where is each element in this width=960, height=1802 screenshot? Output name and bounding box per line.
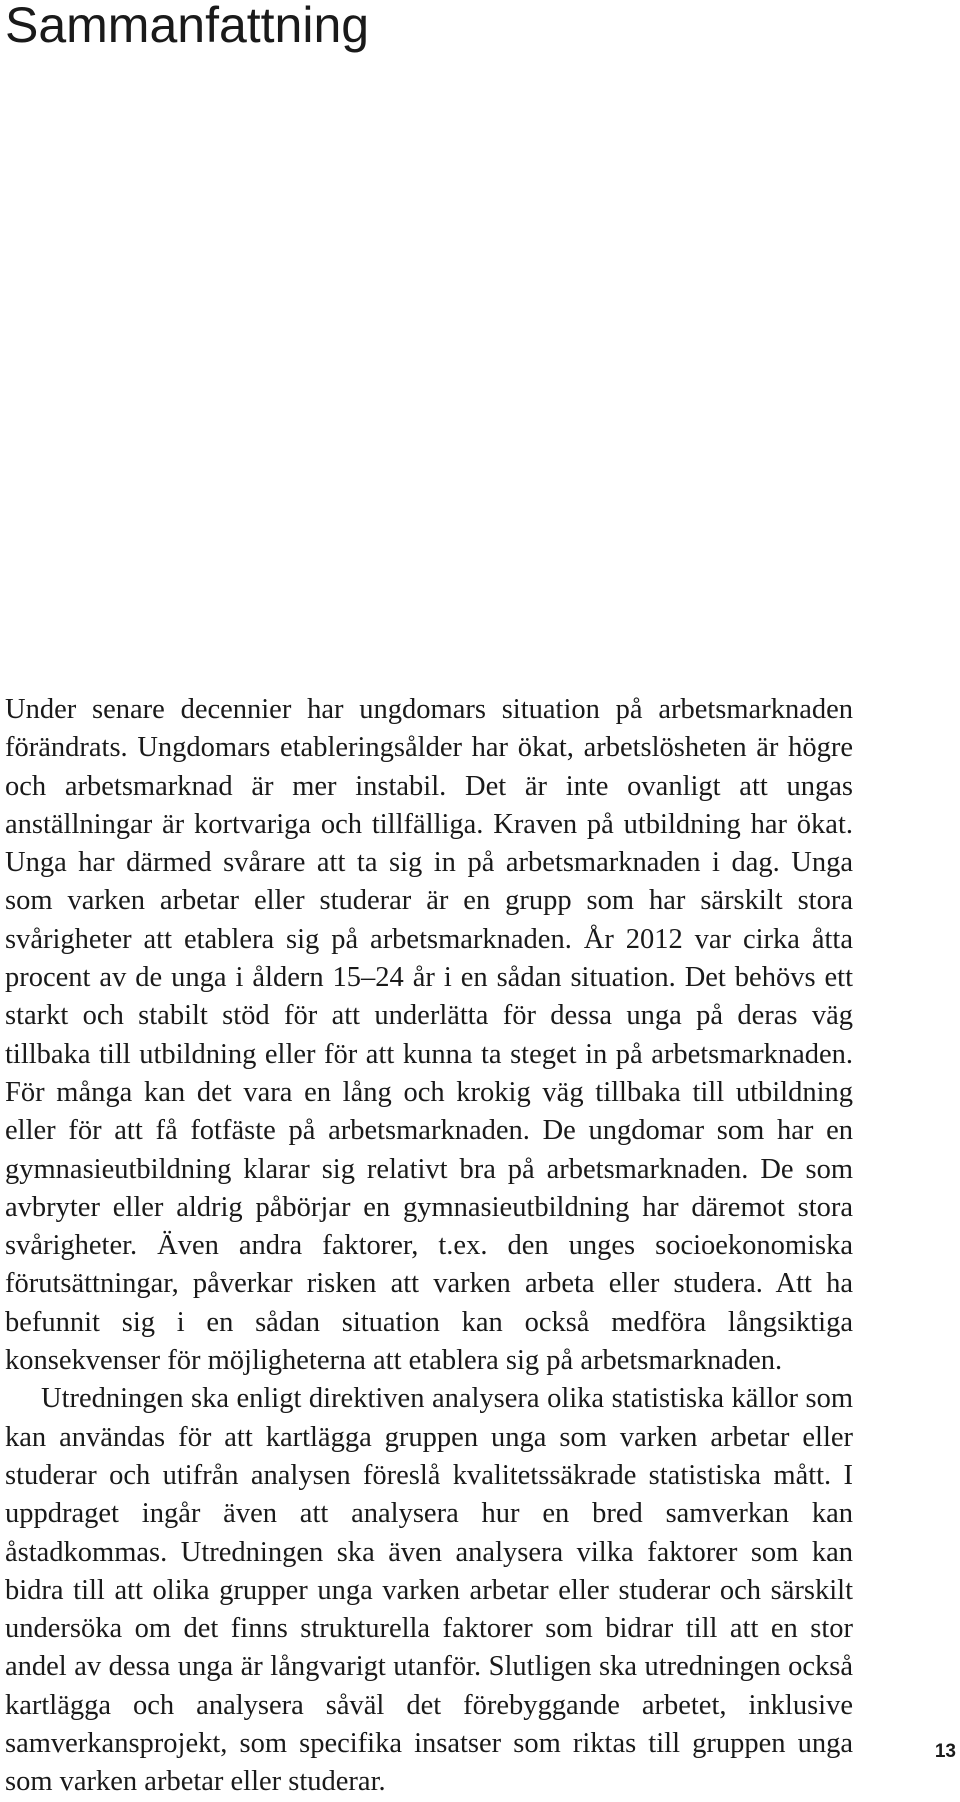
paragraph-1: Under senare decennier har ungdomars situation på arbetsmarknaden förändrats. Ungdomars etableringsålder har ökat, arbetslösheten är högre och arbetsmarknad är mer instabil. Det är inte ovanligt att ungas anställningar är kortvariga och tillfälliga. Kraven på utbildning har ökat. Unga har därmed svårare att ta sig in på arbetsmarknaden i dag. Unga som varken arbetar eller studerar är en grupp som har särskilt stora svårigheter att etablera sig på arbetsmarknaden. År 2012 var cirka åtta procent av de unga i åldern 15–24 år i en sådan situation. Det behövs ett starkt och stabilt stöd för att underlätta för dessa unga på deras väg tillbaka till utbildning eller för att kunna ta steget in på arbetsmarknaden. För många kan det vara en lång och krokig väg tillbaka till utbildning eller för att få fotfäste på arbetsmarknaden. De ungdomar som har en gymnasieutbildning klarar sig relativt bra på arbetsmarknaden. De som avbryter eller aldrig påbörjar en gymnasieutbildning har däremot stora svårigheter. Även andra faktorer, t.ex. den unges socioekonomiska förutsättningar, påverkar risken att varken arbeta eller studera. Att ha befunnit sig i en sådan situation kan också medföra långsiktiga konsekvenser för möjligheterna att etablera sig på arbetsmarknaden. bbox=[5, 694, 853, 1377]
page-title: Sammanfattning bbox=[5, 0, 370, 53]
page-number: 13 bbox=[934, 1741, 956, 1762]
paragraph-2: Utredningen ska enligt direktiven analysera olika statistiska källor som kan användas för att kartlägga gruppen unga som varken arbetar eller studerar och utifrån analysen föreslå kvalitetssäkrade statistiska mått. I uppdraget ingår även att analysera hur en bred samverkan kan åstadkommas. Utredningen ska även analysera vilka faktorer som kan bidra till att olika grupper unga varken arbetar eller studerar och särskilt undersöka om det finns strukturella faktorer som bidrar till att en stor andel av dessa unga är långvarigt utanför. Slutligen ska utredningen också kartlägga och analysera såväl det förebyggande arbetet, inklusive samverkansprojekt, som specifika insatser som riktas till gruppen unga som varken arbetar eller studerar. bbox=[5, 1383, 853, 1798]
summary-body bbox=[5, 691, 853, 1802]
